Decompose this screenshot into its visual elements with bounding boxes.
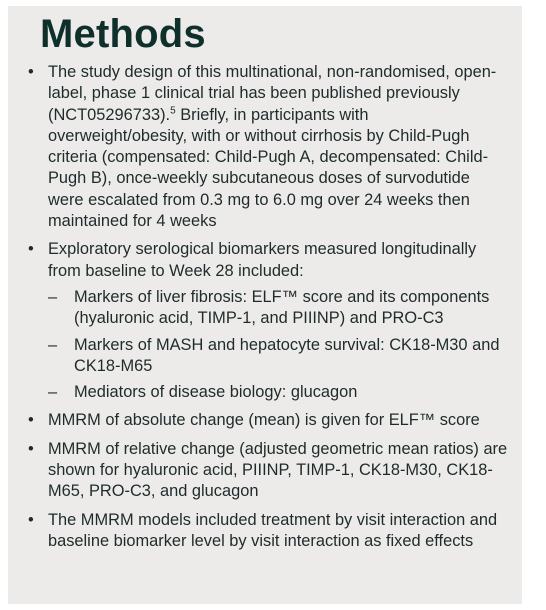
list-item <box>22 62 508 232</box>
dash-icon: – <box>48 383 58 402</box>
bullet-icon: • <box>28 510 34 529</box>
bullet-text: Exploratory serological biomarkers measured longitudinally from baseline to Week 28 included: <box>48 240 477 280</box>
list-item <box>22 239 508 403</box>
bullet-icon: • <box>28 240 34 259</box>
sub-item-text: Mediators of disease biology: glucagon <box>74 383 358 402</box>
citation-superscript: 5 <box>170 105 176 117</box>
dash-icon: – <box>48 335 58 354</box>
list-item <box>22 439 508 503</box>
sub-list-item <box>48 335 508 378</box>
list-item <box>22 510 508 553</box>
sub-item-text: Markers of MASH and hepatocyte survival: CK18-M30 and CK18-M65 <box>74 335 500 375</box>
sub-list-item <box>48 287 508 330</box>
bullet-icon: • <box>28 411 34 430</box>
dash-icon: – <box>48 287 58 306</box>
sub-list <box>48 287 508 403</box>
bullet-text: MMRM of relative change (adjusted geometric mean ratios) are shown for hyaluronic acid, PIIINP, TIMP-1, CK18-M30, CK18-M65, PRO-C3, and glucagon <box>48 439 508 501</box>
sub-item-text: Markers of liver fibrosis: ELF™ score and its components (hyaluronic acid, TIMP-1, and PIIINP) and PRO-C3 <box>74 287 490 328</box>
bullet-text-continued: Briefly, in participants with overweight/obesity, with or without cirrhosis by Child-Pugh criteria (compensated: Child-Pugh A, decompensated: Child-Pugh B), once-weekly subcutaneous doses of survodutide were escalated from 0.3 mg to 6.0 mg over 24 weeks then maintained for 4 weeks <box>48 105 489 231</box>
methods-panel <box>8 6 522 604</box>
bullet-icon: • <box>28 63 34 81</box>
methods-list <box>22 62 508 552</box>
section-title: Methods <box>40 12 206 56</box>
sub-list-item <box>48 382 508 403</box>
bullet-text: The MMRM models included treatment by visit interaction and baseline biomarker level by visit interaction as fixed effects <box>48 510 498 550</box>
bullet-icon: • <box>28 439 34 458</box>
bullet-text: MMRM of absolute change (mean) is given for ELF™ score <box>48 411 480 430</box>
list-item <box>22 410 508 431</box>
bullet-text: The study design of this multinational, non-randomised, open-label, phase 1 clinical trial has been published previously (NCT05296733). <box>48 63 497 124</box>
